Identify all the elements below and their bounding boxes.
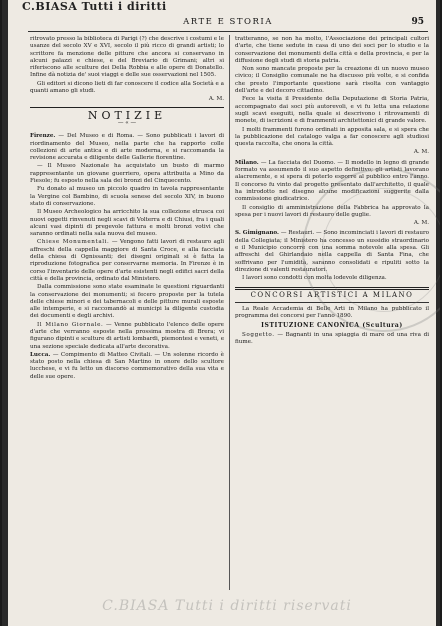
- paragraph: Gli editori si dicono lieti di far conoscere il codice alla Società e a quanti amano gli studi.: [30, 80, 224, 95]
- news-item-soggetto: [235, 332, 429, 347]
- news-item-monumenti: [30, 239, 224, 283]
- running-head: [28, 17, 428, 31]
- scan-edge-left: [2, 0, 8, 626]
- news-item-milano: [30, 322, 224, 351]
- news-text: — Compimento di Matteo Civitali. — Un solenne ricordo è stato posto nella chiesa di San Martino in onore dello scultore lucchese, e vi fu letto un discorso commemorativo della sua vita e delle sue opere.: [30, 351, 224, 380]
- news-text: — Bagnanti in una spiaggia di mare od una riva di fiume.: [235, 331, 429, 345]
- scanned-page: [2, 0, 440, 626]
- signature: A. M.: [413, 149, 429, 156]
- right-column: [235, 36, 429, 586]
- header-rule: [28, 31, 428, 32]
- signature: A. M.: [413, 220, 429, 227]
- notizie-ornament: — « —: [117, 119, 137, 126]
- notizie-heading: NOTIZIE: [87, 108, 167, 122]
- paragraph: tratteranno, se non ha molto, l'Associazione dei principali cultori d'arte, che tiene sedute in casa di uno dei soci per lo studio e la conservazione dei monumenti della città e della provincia, e per la diffusione degli studi di storia patria.: [235, 36, 429, 64]
- place-label: Lucca.: [30, 351, 51, 358]
- section-rule: [30, 107, 224, 108]
- place-label: Firenze.: [30, 133, 56, 140]
- paragraph: Il Museo Archeologico ha arricchito la sua collezione etrusca coi nuovi oggetti rinvenuti negli scavi di Volterra e di Chiusi, fra i quali alcuni vasi dipinti di pregevole fattura e molti bronzi votivi che saranno ordinati nella sala nuova del museo.: [30, 209, 224, 238]
- place-label: S. Gimignano.: [235, 230, 279, 237]
- istituzione-subheading: ISTITUZIONE CANONICA (Scultura): [261, 322, 403, 330]
- rubric-label: Soggetto.: [242, 331, 275, 338]
- paragraph: Il consiglio di amministrazione della Fabbrica ha approvato la spesa per i nuovi lavori di restauro delle guglie.: [235, 204, 429, 218]
- news-text: — Del Museo e di Roma. — Sono pubblicati i lavori di riordinamento del Museo, nella parte che ha rapporto colle collezioni di arte antica e di arte moderna, e si raccomanda la revisione accurata e diligente delle Gallerie fiorentine.: [30, 133, 224, 162]
- copyright-top-mark: C.BIASA Tutti i diritti: [22, 0, 167, 13]
- place-label: Milano.: [235, 159, 259, 166]
- rubric-label: Il Milano Giornale.: [37, 321, 104, 328]
- paragraph: I lavori sono condotti con molta lodevole diligenza.: [242, 275, 387, 282]
- scan-edge-right: [436, 0, 440, 626]
- paragraph: La Reale Accademia di Belle Arti in Milano ha pubblicato il programma dei concorsi per l'anno 1890.: [235, 305, 429, 320]
- news-item-milano: [235, 160, 429, 204]
- news-text: — Vengono fatti lavori di restauro agli affreschi della cappella maggiore di Santa Croce, e alla facciata della chiesa di Ognissanti; dei disegni originali si è fatta la riproduzione fotografica per conservarne memoria. In Firenze è in corso l'inventario delle opere d'arte esistenti negli edifici sacri della città e della provincia, ordinato dal Ministero.: [30, 239, 224, 282]
- news-item-firenze: [30, 133, 224, 162]
- paragraph: Fu donato al museo un piccolo quadro in tavola rappresentante la Vergine col Bambino, di scuola senese del secolo XIV, in buono stato di conservazione.: [30, 186, 224, 207]
- paragraph: Non sono mancate proposte per la creazione di un nuovo museo civico; il Consiglio comunale ne ha discusso più volte, e si confida che presto l'importante questione sarà risolta con vantaggio dell'arte e del decoro cittadino.: [235, 66, 429, 95]
- rubric-label: Chiese Monumentali.: [37, 239, 110, 246]
- copyright-watermark: C.BIASA Tutti i diritti riservati: [102, 598, 352, 614]
- news-text: — Venne pubblicato l'elenco delle opere d'arte che verranno esposte nella prossima mostra di Brera; vi figurano dipinti e sculture di artisti lombardi, piemontesi e veneti, e una sezione speciale dedicata all'arte decorativa.: [30, 321, 224, 350]
- news-text: — Restauri. — Sono incominciati i lavori di restauro della Collegiata; il Ministero ha concesso un sussidio straordinario e il Municipio concorre con una somma notevole alla spesa. Gli affreschi del Ghirlandaio nella cappella di Santa Fina, che soffrivano per l'umidità, saranno consolidati e ripuliti sotto la direzione di valenti restauratori.: [235, 230, 429, 273]
- paragraph: ritrovato presso la biblioteca di Parigi (?) che descrive i costumi e le usanze del secolo XV e XVI, secolo il più ricco di grandi artisti; lo scrittore fa menzione delle pitture che ancora si conservano in alcuni palazzi e chiese, e del Breviario di Grimani; altri si riferiscono alle sculture dei Della Robbia e alle opere di Donatello. Infine dà notizia de' suoi viaggi e delle sue osservazioni nel 1505.: [30, 36, 224, 79]
- left-column: [30, 36, 224, 586]
- news-text: — La facciata del Duomo. — Il modello in legno di grande formato va assumendo il suo aspetto definitivo; gli artisti lavorano alacremente, e si spera di poterlo esporre al pubblico entro l'anno. Il concorso fu vinto dal progetto presentato dall'architetto, il quale ha introdotto nel disegno alcune modificazioni suggerite dalla commissione giudicatrice.: [235, 159, 429, 203]
- paragraph: — Il Museo Nazionale ha acquistato un busto di marmo rappresentante un giovane guerriero, opera attribuita a Mino da Fiesole; fu esposto nella sala dei bronzi del Cinquecento.: [30, 163, 224, 185]
- news-item-lucca: [30, 352, 224, 381]
- paragraph: I molti frammenti furono ordinati in apposita sala, e si spera che la pubblicazione del catalogo valga a far conoscere agli studiosi questa raccolta, che onora la città.: [235, 126, 429, 148]
- signature: A. M.: [208, 96, 224, 103]
- paragraph: Fece la visita il Presidente della Deputazione di Storia Patria, accompagnato dai soci più autorevoli, e vi fu letta una relazione sugli scavi eseguiti, nella quale si descrivono i ritrovamenti di monete, di iscrizioni e di frammenti architettonici di grande valore.: [235, 96, 429, 125]
- running-title: ARTE E STORIA: [183, 17, 273, 27]
- news-item-gimignano: [235, 230, 429, 274]
- page-number: 95: [411, 17, 424, 27]
- column-rule: [229, 35, 230, 590]
- concorsi-heading: CONCORSI ARTISTICI A MILANO: [235, 287, 429, 303]
- paragraph: Dalla commissione sono state esaminate le questioni riguardanti la conservazione dei monumenti; si fecero proposte per la tutela delle chiese minori e dei tabernacoli e delle pitture murali esposte alle intemperie, e si raccomandò ai municipi la diligente custodia dei documenti e degli archivi.: [30, 284, 224, 320]
